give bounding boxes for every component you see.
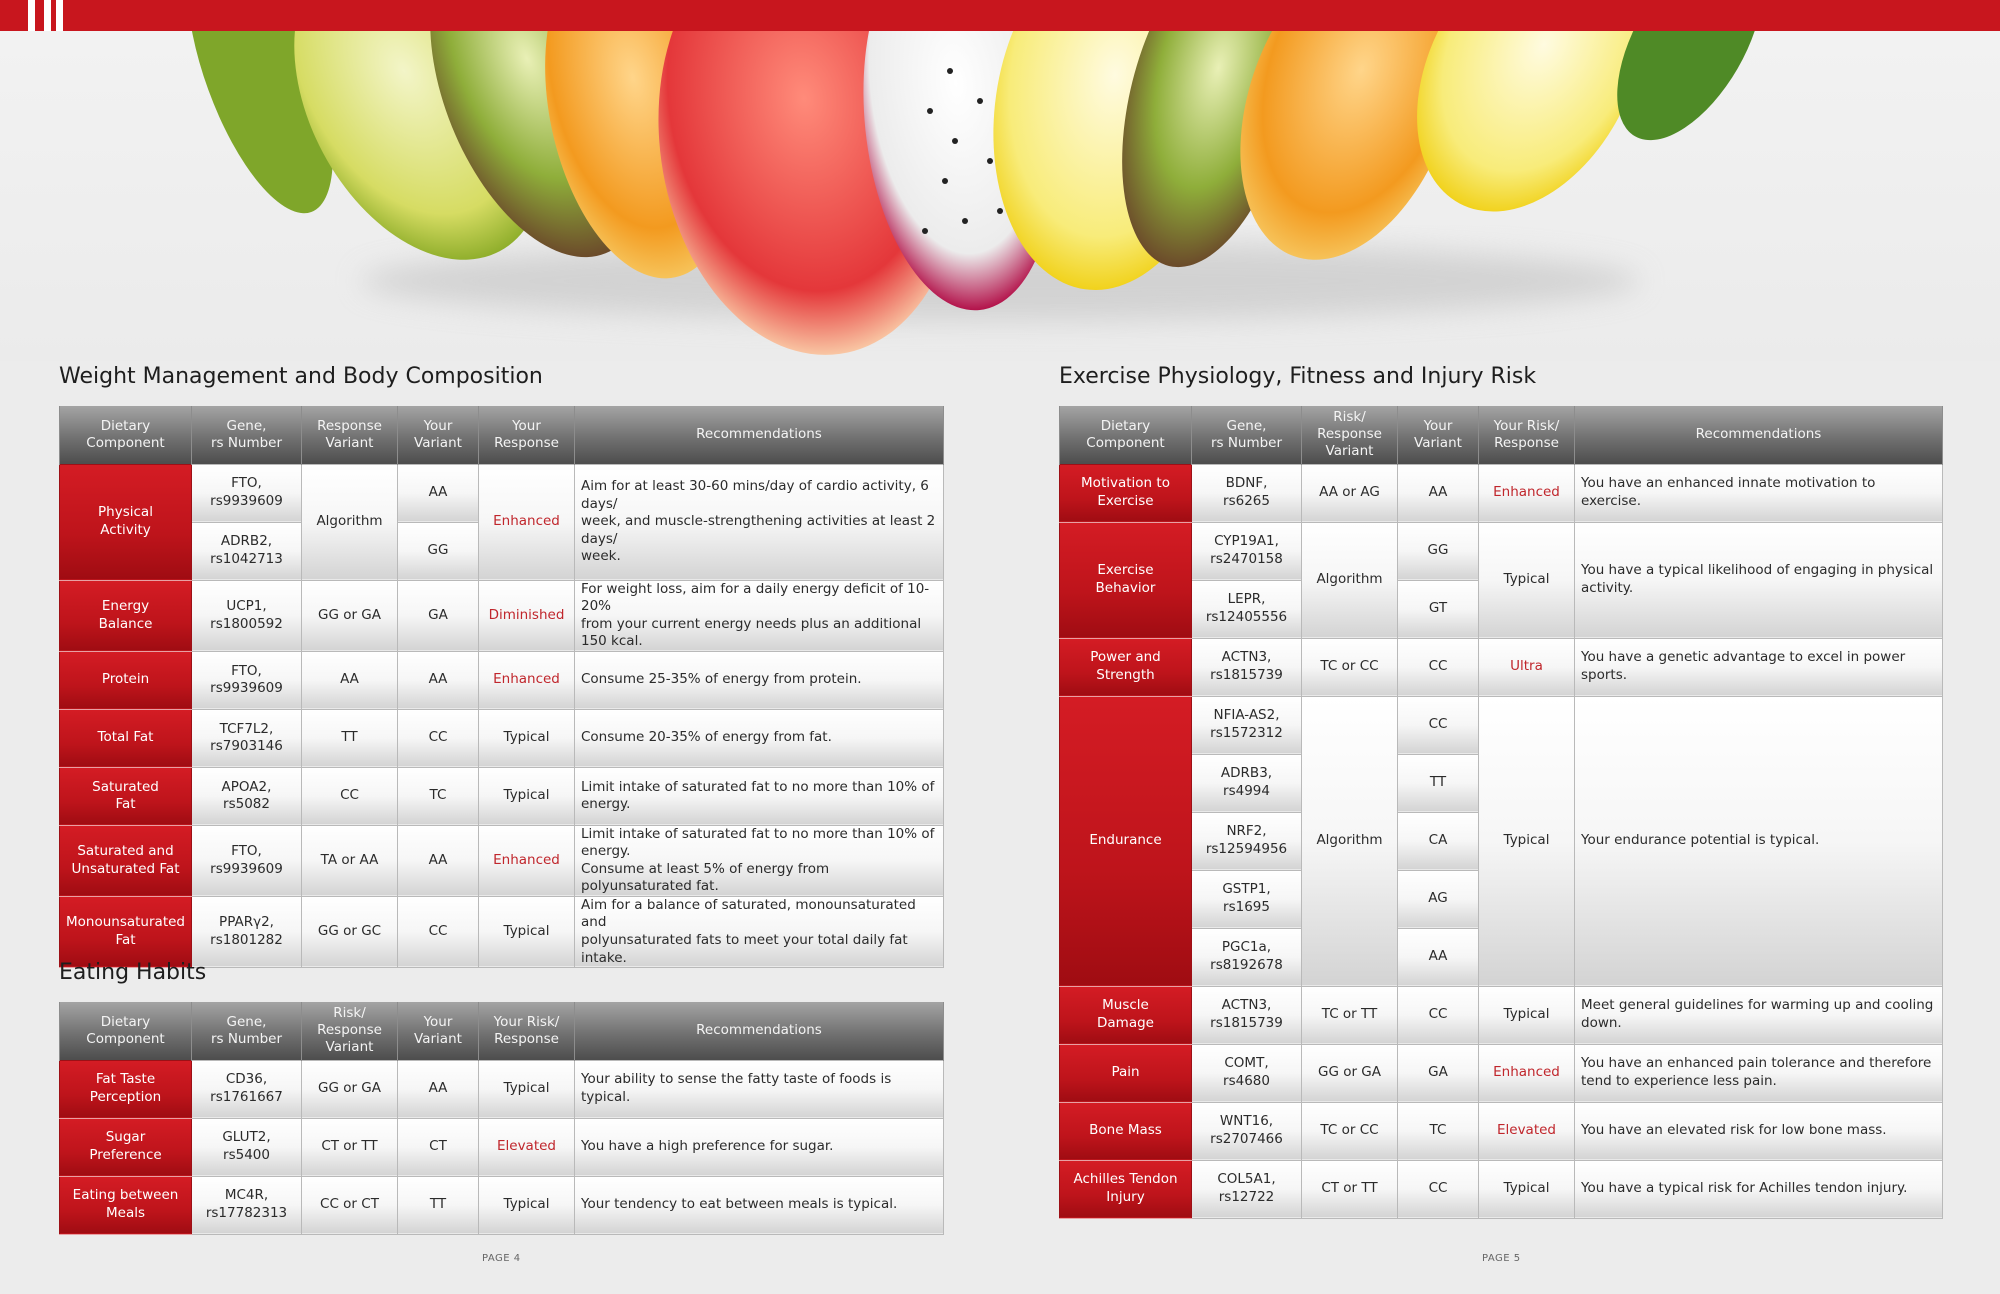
your-response-cell: Enhanced	[1479, 1044, 1575, 1102]
dietary-component-cell: Exercise Behavior	[1060, 522, 1192, 638]
table-row	[60, 1060, 944, 1118]
gene-cell: UCP1, rs1800592	[192, 580, 302, 651]
dietary-component-cell: Protein	[60, 651, 192, 709]
your-variant-cell: GG	[398, 522, 479, 580]
col-header-recommendations: Recommendations	[575, 1002, 944, 1060]
your-response-cell: Typical	[479, 1176, 575, 1234]
gene-cell: TCF7L2, rs7903146	[192, 709, 302, 767]
eating-habits-table	[59, 1002, 944, 1235]
table-header-row	[60, 406, 944, 464]
your-variant-cell: AA	[398, 825, 479, 896]
gene-cell: GLUT2, rs5400	[192, 1118, 302, 1176]
response-variant-cell: Algorithm	[302, 464, 398, 580]
response-variant-cell: Algorithm	[1302, 696, 1398, 986]
page-number-left: PAGE 4	[482, 1253, 521, 1264]
your-response-cell: Enhanced	[479, 651, 575, 709]
recommendation-cell: You have an elevated risk for low bone mass.	[1575, 1102, 1943, 1160]
dietary-component-cell: Bone Mass	[1060, 1102, 1192, 1160]
your-variant-cell: CA	[1398, 812, 1479, 870]
table-row	[60, 651, 944, 709]
col-header-response-variant: Response Variant	[302, 406, 398, 464]
dietary-component-cell: Total Fat	[60, 709, 192, 767]
col-header-gene: Gene, rs Number	[192, 1002, 302, 1060]
recommendation-cell: You have a typical likelihood of engaging in physical activity.	[1575, 522, 1943, 638]
your-variant-cell: CC	[1398, 986, 1479, 1044]
recommendation-cell: Consume 20-35% of energy from fat.	[575, 709, 944, 767]
table-row	[60, 709, 944, 767]
response-variant-cell: GG or GC	[302, 896, 398, 967]
gene-cell: NFIA-AS2, rs1572312	[1192, 696, 1302, 754]
your-response-cell: Typical	[1479, 1160, 1575, 1218]
your-variant-cell: GT	[1398, 580, 1479, 638]
response-variant-cell: CT or TT	[1302, 1160, 1398, 1218]
col-header-your-variant: Your Variant	[1398, 406, 1479, 464]
dietary-component-cell: Endurance	[1060, 696, 1192, 986]
gene-cell: GSTP1, rs1695	[1192, 870, 1302, 928]
response-variant-cell: CT or TT	[302, 1118, 398, 1176]
col-header-recommendations: Recommendations	[575, 406, 944, 464]
recommendation-cell: Aim for at least 30-60 mins/day of cardio activity, 6 days/ week, and muscle-strengthening activities at least 2 days/ week.	[575, 464, 944, 580]
response-variant-cell: GG or GA	[302, 580, 398, 651]
col-header-dietary-component: Dietary Component	[60, 406, 192, 464]
response-variant-cell: TC or TT	[1302, 986, 1398, 1044]
your-response-cell: Enhanced	[479, 825, 575, 896]
table-row	[60, 1176, 944, 1234]
dietary-component-cell: Fat Taste Perception	[60, 1060, 192, 1118]
bar-stripe	[56, 0, 63, 31]
response-variant-cell: TA or AA	[302, 825, 398, 896]
dietary-component-cell: Sugar Preference	[60, 1118, 192, 1176]
col-header-your-variant: Your Variant	[398, 406, 479, 464]
table-row	[1060, 1044, 1943, 1102]
your-variant-cell: GA	[398, 580, 479, 651]
gene-cell: PPARγ2, rs1801282	[192, 896, 302, 967]
table-header-row	[60, 1002, 944, 1060]
col-header-your-variant: Your Variant	[398, 1002, 479, 1060]
col-header-risk-response-variant: Risk/ Response Variant	[302, 1002, 398, 1060]
your-variant-cell: GA	[1398, 1044, 1479, 1102]
col-header-recommendations: Recommendations	[1575, 406, 1943, 464]
col-header-your-risk-response: Your Risk/ Response	[1479, 406, 1575, 464]
response-variant-cell: CC or CT	[302, 1176, 398, 1234]
fruit-slices-banner	[0, 31, 2000, 361]
gene-cell: FTO, rs9939609	[192, 464, 302, 522]
table-row	[60, 580, 944, 651]
table-row	[1060, 696, 1943, 754]
bar-stripe	[28, 0, 35, 31]
your-response-cell: Elevated	[479, 1118, 575, 1176]
recommendation-cell: Your ability to sense the fatty taste of foods is typical.	[575, 1060, 944, 1118]
gene-cell: PGC1a, rs8192678	[1192, 928, 1302, 986]
gene-cell: NRF2, rs12594956	[1192, 812, 1302, 870]
col-header-dietary-component: Dietary Component	[1060, 406, 1192, 464]
your-variant-cell: CC	[1398, 1160, 1479, 1218]
recommendation-cell: Meet general guidelines for warming up and cooling down.	[1575, 986, 1943, 1044]
col-header-risk-response-variant: Risk/ Response Variant	[1302, 406, 1398, 464]
recommendation-cell: Limit intake of saturated fat to no more than 10% of energy. Consume at least 5% of energy from polyunsaturated fat.	[575, 825, 944, 896]
table-row	[1060, 522, 1943, 580]
dietary-component-cell: Power and Strength	[1060, 638, 1192, 696]
col-header-dietary-component: Dietary Component	[60, 1002, 192, 1060]
your-variant-cell: TC	[398, 767, 479, 825]
dietary-component-cell: Pain	[1060, 1044, 1192, 1102]
response-variant-cell: AA	[302, 651, 398, 709]
gene-cell: COL5A1, rs12722	[1192, 1160, 1302, 1218]
recommendation-cell: Consume 25-35% of energy from protein.	[575, 651, 944, 709]
top-brand-bar	[0, 0, 2000, 31]
weight-section-title: Weight Management and Body Composition	[59, 364, 543, 389]
response-variant-cell: TC or CC	[1302, 1102, 1398, 1160]
your-variant-cell: AA	[1398, 464, 1479, 522]
gene-cell: MC4R, rs17782313	[192, 1176, 302, 1234]
gene-cell: BDNF, rs6265	[1192, 464, 1302, 522]
table-row	[1060, 464, 1943, 522]
your-response-cell: Typical	[479, 1060, 575, 1118]
your-variant-cell: TT	[1398, 754, 1479, 812]
eating-section-title: Eating Habits	[59, 960, 207, 985]
your-variant-cell: TT	[398, 1176, 479, 1234]
table-row	[60, 767, 944, 825]
table-row	[60, 1118, 944, 1176]
dietary-component-cell: Energy Balance	[60, 580, 192, 651]
your-variant-cell: AA	[398, 464, 479, 522]
dietary-component-cell: Motivation to Exercise	[1060, 464, 1192, 522]
recommendation-cell: For weight loss, aim for a daily energy deficit of 10-20% from your current energy needs plus an additional 150 kcal.	[575, 580, 944, 651]
gene-cell: ADRB2, rs1042713	[192, 522, 302, 580]
your-variant-cell: AA	[398, 651, 479, 709]
exercise-section-title: Exercise Physiology, Fitness and Injury Risk	[1059, 364, 1537, 389]
table-row	[1060, 1160, 1943, 1218]
table-row	[1060, 638, 1943, 696]
col-header-gene: Gene, rs Number	[1192, 406, 1302, 464]
your-variant-cell: CC	[398, 896, 479, 967]
response-variant-cell: CC	[302, 767, 398, 825]
your-variant-cell: CT	[398, 1118, 479, 1176]
gene-cell: CYP19A1, rs2470158	[1192, 522, 1302, 580]
your-response-cell: Typical	[1479, 696, 1575, 986]
col-header-gene: Gene, rs Number	[192, 406, 302, 464]
dietary-component-cell: Saturated Fat	[60, 767, 192, 825]
gene-cell: ADRB3, rs4994	[1192, 754, 1302, 812]
gene-cell: ACTN3, rs1815739	[1192, 638, 1302, 696]
response-variant-cell: AA or AG	[1302, 464, 1398, 522]
dietary-component-cell: Monounsaturated Fat	[60, 896, 192, 967]
your-variant-cell: AA	[398, 1060, 479, 1118]
dietary-component-cell: Eating between Meals	[60, 1176, 192, 1234]
gene-cell: FTO, rs9939609	[192, 651, 302, 709]
your-response-cell: Enhanced	[1479, 464, 1575, 522]
dietary-component-cell: Muscle Damage	[1060, 986, 1192, 1044]
response-variant-cell: TT	[302, 709, 398, 767]
your-variant-cell: AG	[1398, 870, 1479, 928]
recommendation-cell: You have an enhanced innate motivation to exercise.	[1575, 464, 1943, 522]
table-row	[60, 825, 944, 896]
your-variant-cell: CC	[398, 709, 479, 767]
dietary-component-cell: Saturated and Unsaturated Fat	[60, 825, 192, 896]
exercise-fitness-table	[1059, 406, 1943, 1219]
recommendation-cell: Aim for a balance of saturated, monounsaturated and polyunsaturated fats to meet your total daily fat intake.	[575, 896, 944, 967]
page-number-right: PAGE 5	[1482, 1253, 1521, 1264]
table-header-row	[1060, 406, 1943, 464]
response-variant-cell: Algorithm	[1302, 522, 1398, 638]
your-response-cell: Typical	[1479, 986, 1575, 1044]
gene-cell: WNT16, rs2707466	[1192, 1102, 1302, 1160]
gene-cell: FTO, rs9939609	[192, 825, 302, 896]
dietary-component-cell: Physical Activity	[60, 464, 192, 580]
table-row	[60, 896, 944, 967]
recommendation-cell: You have an enhanced pain tolerance and therefore tend to experience less pain.	[1575, 1044, 1943, 1102]
gene-cell: CD36, rs1761667	[192, 1060, 302, 1118]
your-variant-cell: CC	[1398, 696, 1479, 754]
col-header-your-risk-response: Your Risk/ Response	[479, 1002, 575, 1060]
weight-management-table	[59, 406, 944, 968]
fruit-slices-image	[0, 31, 2000, 361]
your-variant-cell: AA	[1398, 928, 1479, 986]
response-variant-cell: GG or GA	[302, 1060, 398, 1118]
your-response-cell: Typical	[479, 896, 575, 967]
your-response-cell: Enhanced	[479, 464, 575, 580]
response-variant-cell: TC or CC	[1302, 638, 1398, 696]
your-response-cell: Elevated	[1479, 1102, 1575, 1160]
your-response-cell: Typical	[1479, 522, 1575, 638]
recommendation-cell: Limit intake of saturated fat to no more than 10% of energy.	[575, 767, 944, 825]
recommendation-cell: Your endurance potential is typical.	[1575, 696, 1943, 986]
your-variant-cell: CC	[1398, 638, 1479, 696]
your-response-cell: Diminished	[479, 580, 575, 651]
recommendation-cell: Your tendency to eat between meals is typical.	[575, 1176, 944, 1234]
your-response-cell: Typical	[479, 767, 575, 825]
gene-cell: COMT, rs4680	[1192, 1044, 1302, 1102]
table-row	[1060, 1102, 1943, 1160]
gene-cell: LEPR, rs12405556	[1192, 580, 1302, 638]
table-row	[1060, 986, 1943, 1044]
recommendation-cell: You have a typical risk for Achilles tendon injury.	[1575, 1160, 1943, 1218]
dietary-component-cell: Achilles Tendon Injury	[1060, 1160, 1192, 1218]
bar-stripe	[44, 0, 51, 31]
your-variant-cell: TC	[1398, 1102, 1479, 1160]
col-header-your-response: Your Response	[479, 406, 575, 464]
recommendation-cell: You have a genetic advantage to excel in power sports.	[1575, 638, 1943, 696]
recommendation-cell: You have a high preference for sugar.	[575, 1118, 944, 1176]
gene-cell: ACTN3, rs1815739	[1192, 986, 1302, 1044]
table-row	[60, 464, 944, 522]
response-variant-cell: GG or GA	[1302, 1044, 1398, 1102]
gene-cell: APOA2, rs5082	[192, 767, 302, 825]
your-response-cell: Ultra	[1479, 638, 1575, 696]
your-variant-cell: GG	[1398, 522, 1479, 580]
your-response-cell: Typical	[479, 709, 575, 767]
